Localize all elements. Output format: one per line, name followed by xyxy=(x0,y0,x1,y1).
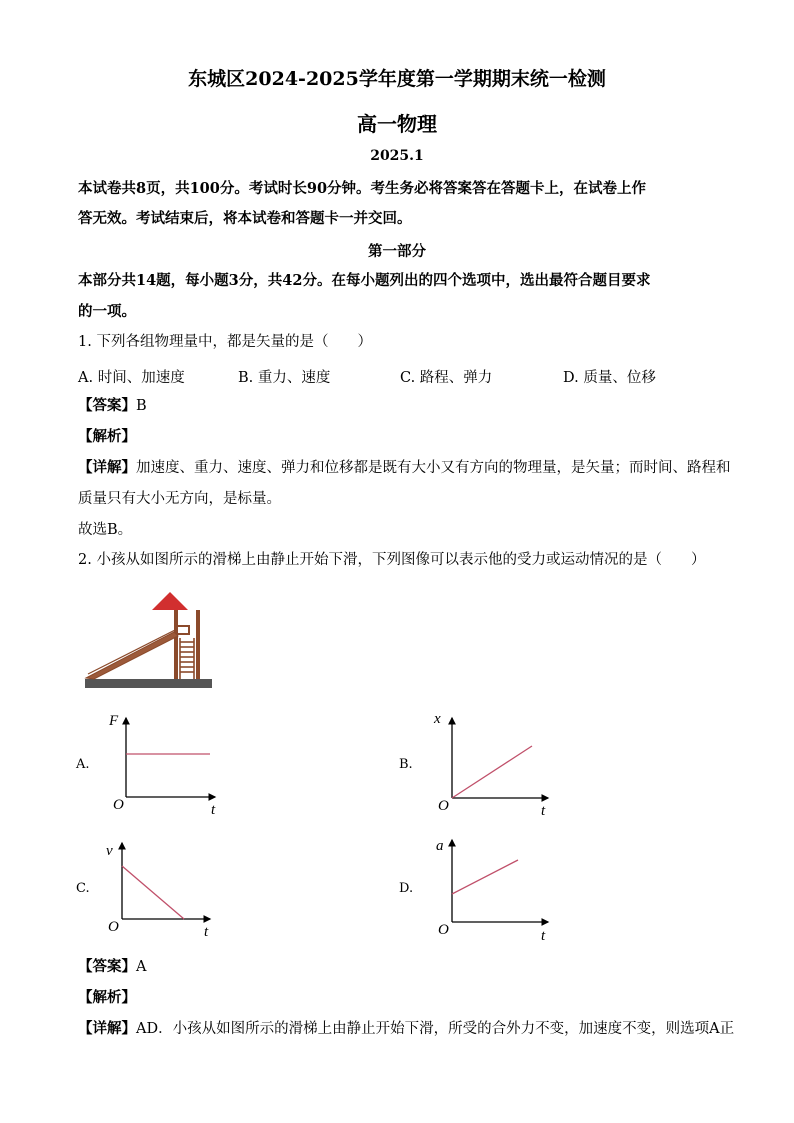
q1-analysis-tag: 【解析】 xyxy=(78,428,136,445)
graph-b-line xyxy=(452,746,532,798)
graph-a xyxy=(105,710,225,820)
slide-post-left xyxy=(174,610,178,679)
exam-date: 2025.1 xyxy=(370,148,424,164)
q1-option-d: D. 质量、位移 xyxy=(563,370,656,386)
part-heading: 第一部分 xyxy=(368,243,426,260)
graph-c xyxy=(102,838,222,943)
graph-c-ylabel: v xyxy=(106,843,113,859)
graph-d-xlabel: t xyxy=(541,928,546,944)
instructions-line-1: 本试卷共8页，共100分。考试时长90分钟。考生务必将答案答在答题卡上，在试卷上作 xyxy=(78,180,647,197)
exam-title: 东城区2024-2025学年度第一学期期末统一检测 xyxy=(188,68,606,90)
graph-a-origin: O xyxy=(113,797,124,813)
instructions-line-2: 答无效。考试结束后，将本试卷和答题卡一并交回。 xyxy=(78,210,412,227)
q1-option-b: B. 重力、速度 xyxy=(238,370,331,386)
graph-b xyxy=(428,706,558,821)
q2-detail-text-1: AD．小孩从如图所示的滑梯上由静止开始下滑，所受的合外力不变，加速度不变，则选项A正 xyxy=(136,1021,735,1037)
graph-b-ylabel: x xyxy=(434,711,441,727)
q2-stem: 2. 小孩从如图所示的滑梯上由静止开始下滑，下列图像可以表示他的受力或运动情况的是（ ） xyxy=(78,552,706,568)
q1-stem: 1. 下列各组物理量中，都是矢量的是（ ） xyxy=(78,334,372,350)
q1-option-a: A. 时间、加速度 xyxy=(78,370,185,386)
graph-c-line xyxy=(122,866,184,919)
graph-d-ylabel: a xyxy=(436,838,444,854)
q1-answer: B xyxy=(136,398,147,414)
slide-rail xyxy=(88,630,175,674)
graph-d-line xyxy=(452,860,518,894)
q1-conclusion: 故选B。 xyxy=(78,522,133,538)
q1-detail-line-1 xyxy=(78,452,731,484)
graph-c-origin: O xyxy=(108,919,119,935)
q2-detail-line-1 xyxy=(78,1013,735,1045)
slide-platform xyxy=(177,626,189,634)
graph-b-origin: O xyxy=(438,798,449,814)
q2-answer: A xyxy=(136,959,147,975)
part-desc-line-1: 本部分共14题，每小题3分，共42分。在每小题列出的四个选项中，选出最符合题目要求 xyxy=(78,272,651,289)
detail-tag: 【详解】 xyxy=(78,459,136,476)
q1-detail-text-1: 加速度、重力、速度、弹力和位移都是既有大小又有方向的物理量，是矢量；而时间、路程和 xyxy=(136,460,731,476)
graph-d-origin: O xyxy=(438,922,449,938)
q2-analysis-tag: 【解析】 xyxy=(78,989,136,1006)
q2-option-b-label: B. xyxy=(399,757,413,772)
subject-title: 高一物理 xyxy=(357,112,437,136)
slide-chute xyxy=(86,632,178,679)
q2-option-c-label: C. xyxy=(76,881,90,896)
graph-a-xlabel: t xyxy=(211,802,216,818)
q1-answer-row xyxy=(78,390,728,422)
slide-post-right xyxy=(196,610,200,679)
graph-d xyxy=(428,832,558,947)
slide-illustration xyxy=(80,588,220,692)
slide-ladder xyxy=(180,638,194,679)
graph-b-xlabel: t xyxy=(541,803,546,819)
slide-roof xyxy=(152,592,188,610)
part-desc-line-2: 的一项。 xyxy=(78,303,136,320)
q1-detail-line-2: 质量只有大小无方向，是标量。 xyxy=(78,491,281,507)
q2-option-d-label: D. xyxy=(399,881,414,896)
answer-tag: 【答案】 xyxy=(78,958,136,975)
graph-a-ylabel: F xyxy=(109,713,119,729)
graph-c-xlabel: t xyxy=(204,924,209,940)
answer-tag: 【答案】 xyxy=(78,397,136,414)
q1-option-c: C. 路程、弹力 xyxy=(400,370,493,386)
slide-ground xyxy=(85,679,212,688)
q2-option-a-label: A. xyxy=(76,757,90,772)
q2-answer-row xyxy=(78,951,728,983)
detail-tag: 【详解】 xyxy=(78,1020,136,1037)
